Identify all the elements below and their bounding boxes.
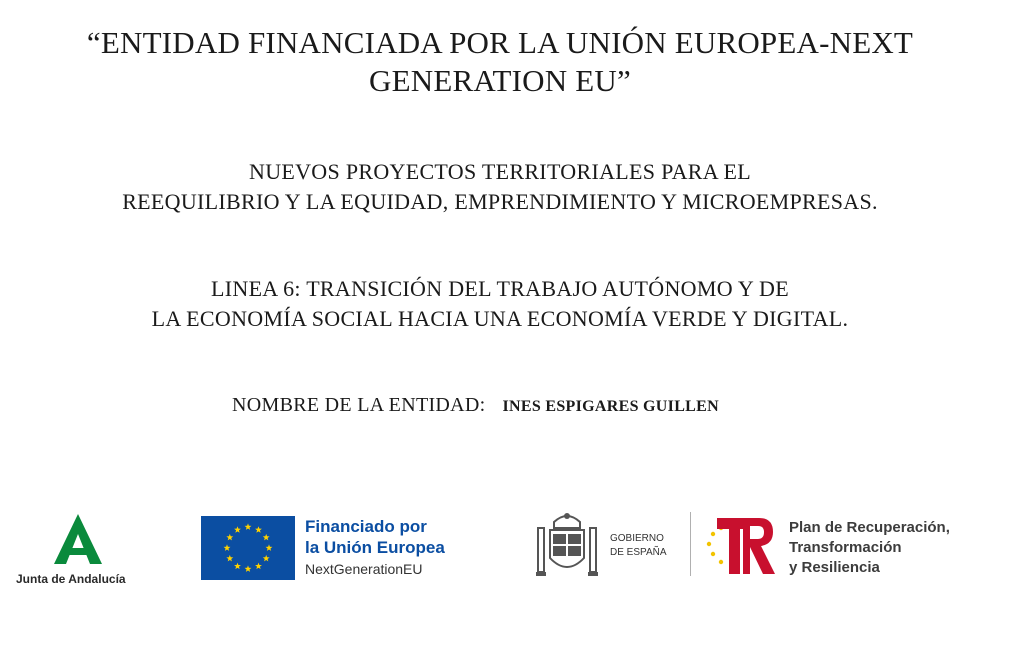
prtr-line-1: Plan de Recuperación,	[789, 519, 950, 536]
entity-name-row	[232, 392, 719, 420]
prtr-text	[789, 518, 950, 578]
gobierno-line-1: GOBIERNO	[610, 533, 664, 544]
junta-a-icon	[50, 512, 106, 566]
tr-mark-icon	[703, 514, 783, 578]
page-title	[0, 24, 1000, 100]
title-line-2: GENERATION EU”	[369, 63, 631, 98]
eu-text	[305, 516, 445, 580]
coat-of-arms-icon	[532, 510, 602, 580]
entity-value: INES ESPIGARES GUILLEN	[502, 398, 719, 415]
prtr-line-2: Transformación	[789, 539, 902, 556]
gobierno-espana-logo	[532, 510, 692, 582]
eu-flag-icon	[201, 516, 295, 580]
logo-divider	[690, 512, 691, 576]
prtr-line-3: y Resiliencia	[789, 559, 880, 576]
program-line-2: REEQUILIBRIO Y LA EQUIDAD, EMPRENDIMIENTO Y MICROEMPRESAS.	[122, 189, 878, 214]
title-line-1: “ENTIDAD FINANCIADA POR LA UNIÓN EUROPEA-NEXT	[86, 25, 914, 60]
linea-line-2: LA ECONOMÍA SOCIAL HACIA UNA ECONOMÍA VERDE Y DIGITAL.	[151, 306, 849, 331]
gobierno-text	[610, 532, 667, 560]
gobierno-line-2: DE ESPAÑA	[610, 547, 667, 558]
linea-line-1: LINEA 6: TRANSICIÓN DEL TRABAJO AUTÓNOMO Y DE	[211, 276, 789, 301]
program-heading	[0, 157, 1000, 217]
eu-funding-logo	[201, 516, 471, 586]
linea-heading	[0, 274, 1000, 334]
program-line-1: NUEVOS PROYECTOS TERRITORIALES PARA EL	[249, 159, 751, 184]
junta-label: Junta de Andalucía	[16, 572, 126, 586]
entity-label: NOMBRE DE LA ENTIDAD:	[232, 394, 486, 416]
plan-recuperacion-logo	[703, 514, 993, 584]
eu-line-3: NextGenerationEU	[305, 561, 423, 577]
eu-line-1: Financiado por	[305, 517, 427, 536]
eu-line-2: la Unión Europea	[305, 538, 445, 557]
junta-andalucia-logo	[12, 512, 142, 592]
